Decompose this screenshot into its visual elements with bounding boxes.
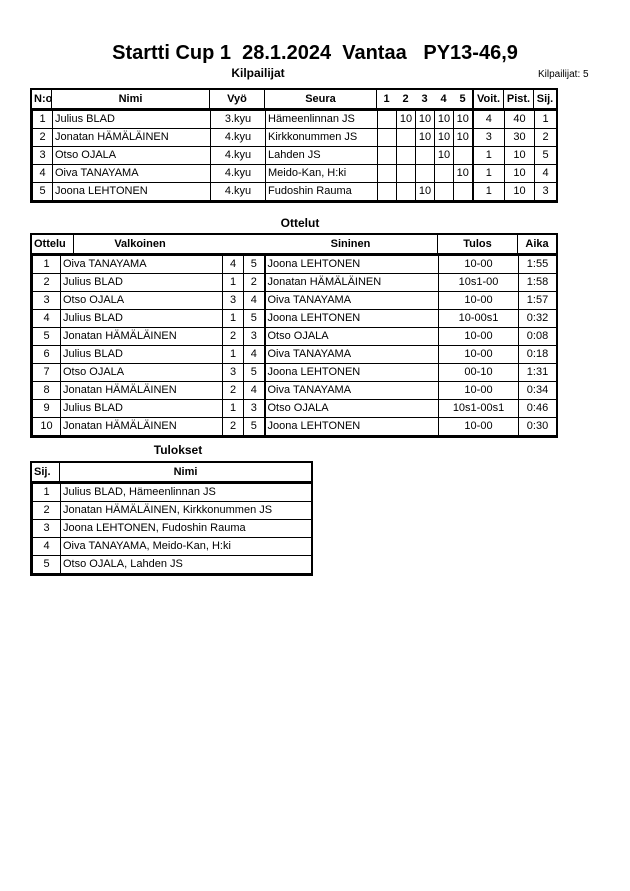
cell-club: Kirkkonummen JS xyxy=(266,129,378,147)
cell-m1 xyxy=(378,183,397,201)
cell-no: 1 xyxy=(33,256,61,274)
cell-white: Julius BLAD xyxy=(61,274,223,292)
col-header-aika: Aika xyxy=(525,238,549,250)
cell-wn: 3 xyxy=(223,364,244,382)
cell-m2 xyxy=(397,165,416,183)
cell-time: 1:57 xyxy=(519,292,557,310)
table-row xyxy=(33,111,557,129)
col-header-m5: 5 xyxy=(459,93,466,105)
cell-place: 2 xyxy=(33,502,61,520)
cell-no: 7 xyxy=(33,364,61,382)
cell-name: Joona LEHTONEN, Fudoshin Rauma xyxy=(61,520,312,538)
cell-m4: 10 xyxy=(435,147,454,165)
cell-result: 10-00s1 xyxy=(439,310,519,328)
cell-no: 3 xyxy=(33,292,61,310)
cell-club: Lahden JS xyxy=(266,147,378,165)
cell-place: 5 xyxy=(535,147,557,165)
cell-m4 xyxy=(435,183,454,201)
cell-wins: 4 xyxy=(473,111,505,129)
cell-blue: Oiva TANAYAMA xyxy=(265,346,439,364)
cell-blue: Oiva TANAYAMA xyxy=(265,292,439,310)
table-row xyxy=(33,418,557,436)
cell-bn: 5 xyxy=(244,310,265,328)
cell-bn: 4 xyxy=(244,346,265,364)
cell-name: Joona LEHTONEN xyxy=(53,183,211,201)
cell-white: Julius BLAD xyxy=(61,346,223,364)
cell-m1 xyxy=(378,165,397,183)
ottelut-section-title: Ottelut xyxy=(280,216,320,230)
cell-wn: 2 xyxy=(223,328,244,346)
col-header-nimi: Nimi xyxy=(52,90,210,108)
cell-wn: 2 xyxy=(223,382,244,400)
cell-white: Jonatan HÄMÄLÄINEN xyxy=(61,418,223,436)
cell-bn: 3 xyxy=(244,400,265,418)
table-row xyxy=(33,147,557,165)
cell-bn: 5 xyxy=(244,256,265,274)
col-header-m2: 2 xyxy=(402,93,409,105)
cell-bn: 4 xyxy=(244,382,265,400)
cell-m1 xyxy=(378,111,397,129)
table-row xyxy=(33,274,557,292)
cell-result: 10-00 xyxy=(439,328,519,346)
cell-white: Otso OJALA xyxy=(61,364,223,382)
table-row xyxy=(33,382,557,400)
kilpailijat-section-title: Kilpailijat xyxy=(231,66,285,80)
cell-m5: 10 xyxy=(454,111,473,129)
kilpailijat-body xyxy=(33,111,557,201)
cell-name: Oiva TANAYAMA, Meido-Kan, H:ki xyxy=(61,538,312,556)
col-header-valkoinen: Valkoinen xyxy=(114,238,166,250)
cell-place: 1 xyxy=(33,484,61,502)
cell-m3: 10 xyxy=(416,111,435,129)
cell-time: 0:32 xyxy=(519,310,557,328)
cell-no: 3 xyxy=(33,147,53,165)
cell-m2 xyxy=(397,129,416,147)
ottelut-table xyxy=(30,233,558,438)
cell-blue: Joona LEHTONEN xyxy=(265,364,439,382)
cell-place: 4 xyxy=(33,538,61,556)
cell-wn: 4 xyxy=(223,256,244,274)
cell-club: Meido-Kan, H:ki xyxy=(266,165,378,183)
cell-result: 10-00 xyxy=(439,292,519,310)
cell-points: 40 xyxy=(505,111,535,129)
cell-time: 0:46 xyxy=(519,400,557,418)
page-title: Startti Cup 1 28.1.2024 Vantaa PY13-46,9 xyxy=(112,42,518,64)
cell-time: 1:55 xyxy=(519,256,557,274)
cell-no: 2 xyxy=(33,274,61,292)
cell-wn: 1 xyxy=(223,310,244,328)
cell-m3: 10 xyxy=(416,183,435,201)
kilpailijat-table xyxy=(30,88,558,203)
table-row xyxy=(33,400,557,418)
cell-bn: 5 xyxy=(244,364,265,382)
table-row xyxy=(33,183,557,201)
cell-no: 2 xyxy=(33,129,53,147)
col-header-voit: Voit. xyxy=(472,90,504,108)
competitor-count-label: Kilpailijat: 5 xyxy=(538,69,589,80)
col-header-tulos: Tulos xyxy=(438,235,518,253)
cell-name: Jonatan HÄMÄLÄINEN xyxy=(53,129,211,147)
cell-place: 2 xyxy=(535,129,557,147)
cell-name: Julius BLAD xyxy=(53,111,211,129)
cell-m2 xyxy=(397,183,416,201)
cell-m5 xyxy=(454,147,473,165)
cell-result: 00-10 xyxy=(439,364,519,382)
cell-time: 0:34 xyxy=(519,382,557,400)
cell-white: Jonatan HÄMÄLÄINEN xyxy=(61,382,223,400)
cell-m1 xyxy=(378,147,397,165)
cell-place: 5 xyxy=(33,556,61,574)
table-row xyxy=(33,346,557,364)
cell-wins: 1 xyxy=(473,147,505,165)
cell-m3: 10 xyxy=(416,129,435,147)
kilpailijat-header-row xyxy=(32,90,556,110)
cell-wn: 3 xyxy=(223,292,244,310)
cell-m5 xyxy=(454,183,473,201)
col-header-ottelu: Ottelu xyxy=(32,235,74,253)
cell-white: Julius BLAD xyxy=(61,310,223,328)
table-row xyxy=(33,520,312,538)
cell-points: 30 xyxy=(505,129,535,147)
cell-result: 10-00 xyxy=(439,256,519,274)
cell-no: 9 xyxy=(33,400,61,418)
cell-blue: Joona LEHTONEN xyxy=(265,418,439,436)
table-row xyxy=(33,556,312,574)
col-header-sininen: Sininen xyxy=(264,235,438,253)
cell-place: 3 xyxy=(535,183,557,201)
table-row xyxy=(33,129,557,147)
table-row xyxy=(33,502,312,520)
col-header-pist: Pist. xyxy=(504,90,534,108)
cell-belt: 4.kyu xyxy=(211,183,266,201)
tulokset-header-row xyxy=(32,463,311,483)
header-spacer xyxy=(206,235,264,253)
table-row xyxy=(33,538,312,556)
cell-blue: Oiva TANAYAMA xyxy=(265,382,439,400)
cell-wins: 3 xyxy=(473,129,505,147)
cell-white: Julius BLAD xyxy=(61,400,223,418)
cell-result: 10s1-00s1 xyxy=(439,400,519,418)
table-row xyxy=(33,484,312,502)
cell-blue: Otso OJALA xyxy=(265,328,439,346)
cell-wins: 1 xyxy=(473,165,505,183)
col-header-m3: 3 xyxy=(421,93,428,105)
cell-result: 10s1-00 xyxy=(439,274,519,292)
cell-wn: 1 xyxy=(223,400,244,418)
cell-name: Oiva TANAYAMA xyxy=(53,165,211,183)
cell-time: 0:08 xyxy=(519,328,557,346)
cell-blue: Joona LEHTONEN xyxy=(265,310,439,328)
cell-m5: 10 xyxy=(454,165,473,183)
cell-bn: 3 xyxy=(244,328,265,346)
table-row xyxy=(33,310,557,328)
cell-belt: 4.kyu xyxy=(211,147,266,165)
cell-no: 1 xyxy=(33,111,53,129)
tulokset-body xyxy=(33,484,312,574)
cell-blue: Otso OJALA xyxy=(265,400,439,418)
cell-name: Otso OJALA xyxy=(53,147,211,165)
cell-belt: 3.kyu xyxy=(211,111,266,129)
cell-no: 5 xyxy=(33,328,61,346)
cell-place: 1 xyxy=(535,111,557,129)
cell-white: Oiva TANAYAMA xyxy=(61,256,223,274)
cell-blue: Joona LEHTONEN xyxy=(265,256,439,274)
cell-name: Jonatan HÄMÄLÄINEN, Kirkkonummen JS xyxy=(61,502,312,520)
cell-time: 0:18 xyxy=(519,346,557,364)
table-row xyxy=(33,256,557,274)
cell-wn: 1 xyxy=(223,274,244,292)
col-header-vyo: Vyö xyxy=(210,90,265,108)
cell-blue: Jonatan HÄMÄLÄINEN xyxy=(265,274,439,292)
col-header-sij: Sij. xyxy=(536,93,554,105)
cell-time: 0:30 xyxy=(519,418,557,436)
cell-m1 xyxy=(378,129,397,147)
cell-time: 1:58 xyxy=(519,274,557,292)
cell-m4 xyxy=(435,165,454,183)
table-row xyxy=(33,328,557,346)
cell-club: Hämeenlinnan JS xyxy=(266,111,378,129)
cell-result: 10-00 xyxy=(439,418,519,436)
cell-white: Jonatan HÄMÄLÄINEN xyxy=(61,328,223,346)
cell-wn: 2 xyxy=(223,418,244,436)
cell-no: 4 xyxy=(33,165,53,183)
cell-place: 3 xyxy=(33,520,61,538)
col-header-nimi-result: Nimi xyxy=(173,466,198,478)
col-header-seura: Seura xyxy=(265,90,377,108)
cell-time: 1:31 xyxy=(519,364,557,382)
cell-belt: 4.kyu xyxy=(211,165,266,183)
cell-wn: 1 xyxy=(223,346,244,364)
ottelut-header-row xyxy=(32,235,556,255)
cell-m4: 10 xyxy=(435,129,454,147)
col-header-sij-result: Sij. xyxy=(32,463,60,481)
cell-wins: 1 xyxy=(473,183,505,201)
cell-points: 10 xyxy=(505,183,535,201)
cell-m5: 10 xyxy=(454,129,473,147)
col-header-m1: 1 xyxy=(383,93,390,105)
cell-result: 10-00 xyxy=(439,382,519,400)
cell-name: Otso OJALA, Lahden JS xyxy=(61,556,312,574)
cell-bn: 4 xyxy=(244,292,265,310)
table-row xyxy=(33,364,557,382)
cell-no: 6 xyxy=(33,346,61,364)
cell-bn: 2 xyxy=(244,274,265,292)
cell-belt: 4.kyu xyxy=(211,129,266,147)
col-header-no: N:o xyxy=(32,90,52,108)
cell-place: 4 xyxy=(535,165,557,183)
table-row xyxy=(33,292,557,310)
tulokset-table xyxy=(30,461,313,576)
cell-m2: 10 xyxy=(397,111,416,129)
cell-result: 10-00 xyxy=(439,346,519,364)
table-row xyxy=(33,165,557,183)
cell-m2 xyxy=(397,147,416,165)
cell-bn: 5 xyxy=(244,418,265,436)
cell-m3 xyxy=(416,165,435,183)
cell-club: Fudoshin Rauma xyxy=(266,183,378,201)
cell-no: 10 xyxy=(33,418,61,436)
cell-no: 4 xyxy=(33,310,61,328)
col-header-m4: 4 xyxy=(440,93,447,105)
cell-white: Otso OJALA xyxy=(61,292,223,310)
cell-points: 10 xyxy=(505,165,535,183)
cell-m3 xyxy=(416,147,435,165)
cell-points: 10 xyxy=(505,147,535,165)
cell-m4: 10 xyxy=(435,111,454,129)
cell-name: Julius BLAD, Hämeenlinnan JS xyxy=(61,484,312,502)
tulokset-section-title: Tulokset xyxy=(153,443,203,457)
ottelut-body xyxy=(33,256,557,436)
cell-no: 8 xyxy=(33,382,61,400)
cell-no: 5 xyxy=(33,183,53,201)
